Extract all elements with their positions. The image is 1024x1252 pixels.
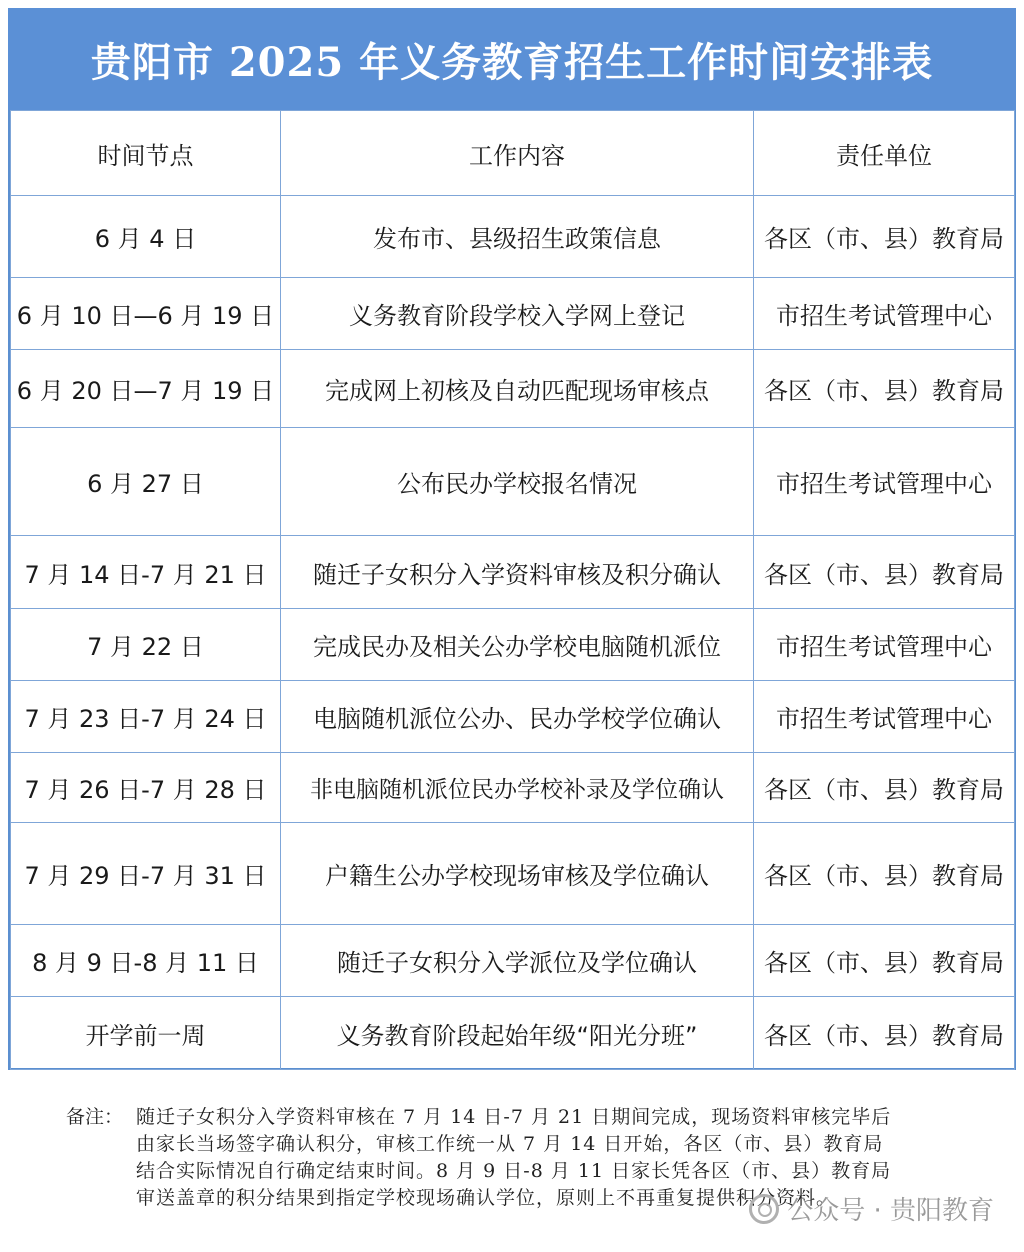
cell-content: 发布市、县级招生政策信息 — [281, 196, 754, 278]
cell-unit: 各区（市、县）教育局 — [754, 350, 1015, 428]
cell-unit: 各区（市、县）教育局 — [754, 753, 1015, 823]
cell-content: 义务教育阶段学校入学网上登记 — [281, 278, 754, 350]
cell-time: 6 月 27 日 — [11, 428, 281, 536]
notes-line: 由家长当场签字确认积分，审核工作统一从 7 月 14 日开始，各区（市、县）教育局 — [136, 1133, 884, 1155]
cell-unit: 各区（市、县）教育局 — [754, 196, 1015, 278]
table-row — [11, 196, 1015, 278]
table-row — [11, 536, 1015, 609]
cell-time: 7 月 22 日 — [11, 609, 281, 681]
cell-unit: 市招生考试管理中心 — [754, 681, 1015, 753]
cell-time: 6 月 20 日—7 月 19 日 — [11, 350, 281, 428]
cell-content: 随迁子女积分入学派位及学位确认 — [281, 925, 754, 997]
cell-time: 6 月 4 日 — [11, 196, 281, 278]
cell-time: 7 月 14 日-7 月 21 日 — [11, 536, 281, 609]
notes-line: 审送盖章的积分结果到指定学校现场确认学位，原则上不再重复提供积分资料。 — [136, 1187, 837, 1209]
table-row — [11, 753, 1015, 823]
cell-time: 8 月 9 日-8 月 11 日 — [11, 925, 281, 997]
table-row — [11, 925, 1015, 997]
cell-time: 开学前一周 — [11, 997, 281, 1070]
page-title: 贵阳市 2025 年义务教育招生工作时间安排表 — [90, 38, 934, 86]
cell-time: 7 月 29 日-7 月 31 日 — [11, 823, 281, 925]
notes-label: 备注： — [66, 1106, 124, 1128]
header-content: 工作内容 — [281, 111, 754, 196]
table-row — [11, 428, 1015, 536]
cell-content: 户籍生公办学校现场审核及学位确认 — [281, 823, 754, 925]
cell-unit: 各区（市、县）教育局 — [754, 997, 1015, 1070]
table-row — [11, 350, 1015, 428]
cell-unit: 各区（市、县）教育局 — [754, 925, 1015, 997]
cell-content: 完成网上初核及自动匹配现场审核点 — [281, 350, 754, 428]
wechat-icon — [749, 1194, 779, 1224]
schedule-table — [10, 110, 1015, 1070]
cell-content: 随迁子女积分入学资料审核及积分确认 — [281, 536, 754, 609]
header-unit: 责任单位 — [754, 111, 1015, 196]
cell-unit: 各区（市、县）教育局 — [754, 536, 1015, 609]
watermark-text: 公众号 · 贵阳教育 — [787, 1196, 994, 1226]
cell-unit: 市招生考试管理中心 — [754, 609, 1015, 681]
table-row — [11, 997, 1015, 1070]
watermark — [749, 1190, 994, 1227]
cell-time: 6 月 10 日—6 月 19 日 — [11, 278, 281, 350]
cell-time: 7 月 26 日-7 月 28 日 — [11, 753, 281, 823]
cell-unit: 各区（市、县）教育局 — [754, 823, 1015, 925]
cell-unit: 市招生考试管理中心 — [754, 278, 1015, 350]
table-row — [11, 681, 1015, 753]
cell-content: 完成民办及相关公办学校电脑随机派位 — [281, 609, 754, 681]
cell-content: 公布民办学校报名情况 — [281, 428, 754, 536]
header-time: 时间节点 — [11, 111, 281, 196]
cell-content: 非电脑随机派位民办学校补录及学位确认 — [281, 753, 754, 823]
table-header-row — [11, 111, 1015, 196]
cell-time: 7 月 23 日-7 月 24 日 — [11, 681, 281, 753]
notes-line: 随迁子女积分入学资料审核在 7 月 14 日-7 月 21 日期间完成，现场资料审核完毕后 — [136, 1106, 892, 1128]
table-row — [11, 609, 1015, 681]
table-row — [11, 823, 1015, 925]
cell-content: 电脑随机派位公办、民办学校学位确认 — [281, 681, 754, 753]
cell-unit: 市招生考试管理中心 — [754, 428, 1015, 536]
title-bar — [8, 8, 1016, 110]
cell-content: 义务教育阶段起始年级“阳光分班” — [281, 997, 754, 1070]
notes-line: 结合实际情况自行确定结束时间。8 月 9 日-8 月 11 日家长凭各区（市、县）教育局 — [136, 1160, 892, 1182]
table-row — [11, 278, 1015, 350]
